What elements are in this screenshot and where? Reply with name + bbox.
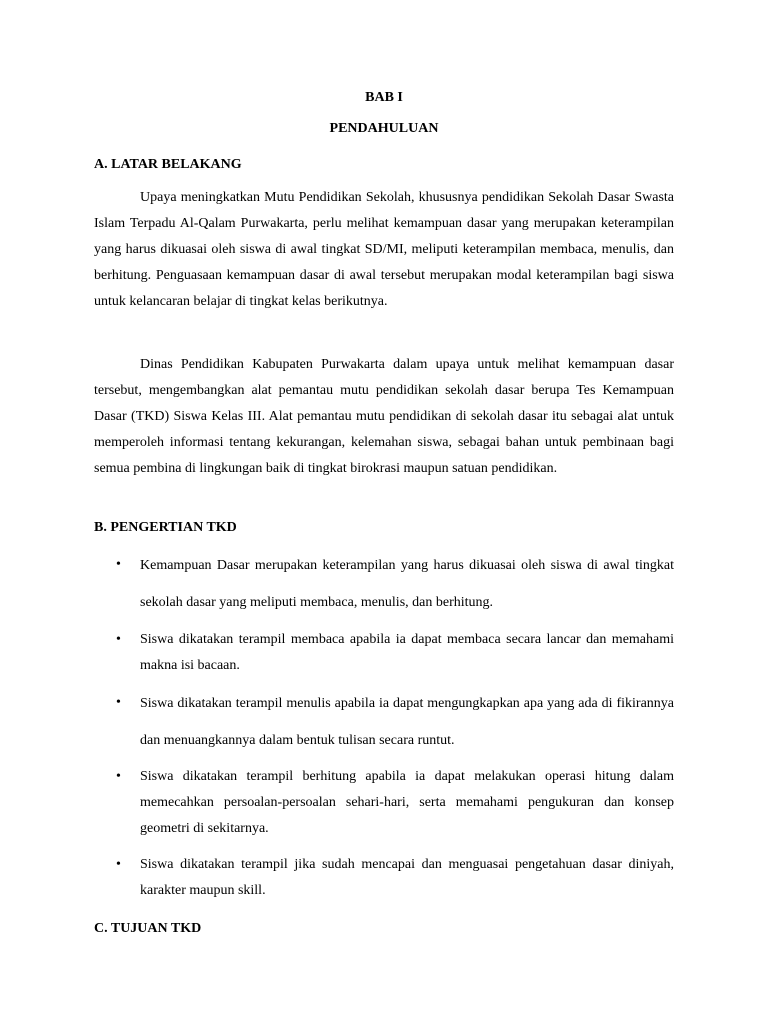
bullet-dot: •: [116, 557, 121, 572]
list-item-pengertian-5: Siswa dikatakan terampil jika sudah mencapai dan menguasai pengetahuan dasar diniyah, karakter maupun skill.: [140, 857, 674, 898]
bullet-dot: •: [116, 857, 121, 872]
section-heading-latar-belakang: A. LATAR BELAKANG: [94, 157, 242, 172]
paragraph-latar-belakang-1: Upaya meningkatkan Mutu Pendidikan Sekolah, khususnya pendidikan Sekolah Dasar Swasta Islam Terpadu Al-Qalam Purwakarta, perlu melihat kemampuan dasar yang merupakan keterampilan yang harus dikuasai oleh siswa di awal tingkat SD/MI, meliputi keterampilan membaca, menulis, dan berhitung. Penguasaan kemampuan dasar di awal tersebut merupakan modal keterampilan bagi siswa untuk kelancaran belajar di tingkat kelas berikutnya.: [94, 190, 674, 309]
chapter-title: PENDAHULUAN: [329, 121, 439, 136]
paragraph-latar-belakang-2: Dinas Pendidikan Kabupaten Purwakarta dalam upaya untuk melihat kemampuan dasar tersebut, mengembangkan alat pemantau mutu pendidikan sekolah dasar berupa Tes Kemampuan Dasar (TKD) Siswa Kelas III. Alat pemantau mutu pendidikan di sekolah dasar itu sebagai alat untuk memperoleh informasi tentang kekurangan, kelemahan siswa, sebagai bahan untuk pembinaan bagi semua pembina di lingkungan baik di tingkat birokrasi maupun satuan pendidikan.: [94, 357, 674, 476]
bullet-dot: •: [116, 769, 121, 784]
chapter-number: BAB I: [365, 90, 403, 105]
section-heading-pengertian-tkd: B. PENGERTIAN TKD: [94, 520, 237, 535]
list-item-pengertian-1: Kemampuan Dasar merupakan keterampilan yang harus dikuasai oleh siswa di awal tingkat sekolah dasar yang meliputi membaca, menulis, dan berhitung.: [140, 558, 674, 610]
list-item-pengertian-2: Siswa dikatakan terampil membaca apabila ia dapat membaca secara lancar dan memahami makna isi bacaan.: [140, 632, 674, 673]
list-item-pengertian-4: Siswa dikatakan terampil berhitung apabila ia dapat melakukan operasi hitung dalam memecahkan persoalan-persoalan sehari-hari, serta memahami pengukuran dan konsep geometri di sekitarnya.: [140, 769, 674, 836]
bullet-dot: •: [116, 695, 121, 710]
section-heading-tujuan-tkd: C. TUJUAN TKD: [94, 921, 202, 936]
list-item-pengertian-3: Siswa dikatakan terampil menulis apabila ia dapat mengungkapkan apa yang ada di fikirannya dan menuangkannya dalam bentuk tulisan secara runtut.: [140, 696, 674, 748]
bullet-dot: •: [116, 632, 121, 647]
